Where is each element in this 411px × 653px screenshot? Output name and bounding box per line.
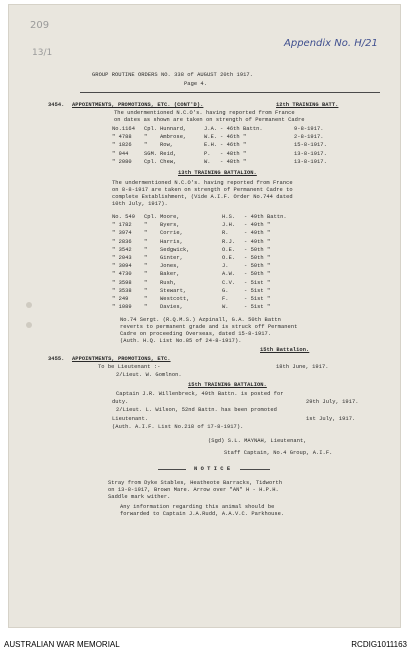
- text-line: 2/Lieut. W. Gomlnon.: [116, 372, 182, 379]
- list-cell-date: 15-8-1917.: [294, 142, 327, 149]
- date-right: 18th June, 1917.: [276, 364, 329, 370]
- notice-rule-left: [158, 469, 186, 470]
- text-line: Any information regarding this animal should be: [120, 504, 275, 510]
- list-cell-rank: SGM.: [144, 150, 158, 157]
- list-cell-number: " 3542: [112, 246, 132, 253]
- list-cell-battalion: - 50th ": [244, 246, 271, 253]
- list-cell-rank: ": [144, 263, 148, 270]
- list-cell-initials: P.: [204, 150, 211, 157]
- list-cell-rank: ": [144, 255, 148, 261]
- list-cell-rank: ": [144, 279, 148, 286]
- list-cell-name: Ambrose,: [160, 134, 187, 141]
- list-cell-name: Corrie,: [160, 230, 183, 237]
- archive-footer: [0, 630, 411, 653]
- section-subheading: 12th TRAINING BATT.: [276, 102, 339, 108]
- list-cell-number: " 1782: [112, 222, 132, 229]
- list-cell-number: No.1164: [112, 126, 135, 132]
- list-cell-rank: ": [144, 230, 148, 237]
- list-cell-name: Hunnard,: [160, 126, 187, 132]
- text-line: on 13-8-1917, Brown Mare. Arrow over "AN" H - H.P.H.: [108, 487, 279, 493]
- list-cell-initials: A.W.: [222, 271, 236, 278]
- list-cell-battalion: - 46th Battn.: [220, 126, 263, 132]
- appendix-label: Appendix No. H/21: [284, 38, 378, 49]
- list-cell-initials: H.S.: [222, 214, 236, 220]
- list-cell-number: " 4788: [112, 134, 132, 141]
- text-line: 2/Lieut. L. Wilson, 52nd Battn. has been promoted: [116, 407, 277, 414]
- list-cell-number: " 2080: [112, 158, 132, 165]
- text-line: reverts to permanent grade and is struck off Permanent: [120, 324, 298, 330]
- notice-body: [120, 504, 284, 518]
- text-line: 10th July, 1917).: [112, 201, 168, 207]
- list-cell-name: Sedgwick,: [160, 246, 190, 253]
- text-line: forwarded to Captain J.A.Rudd, A.A.V.C. Parkhouse.: [120, 511, 285, 517]
- list-cell-date: 9-8-1917.: [294, 126, 324, 132]
- list-cell-battalion: - 49th ": [244, 230, 271, 237]
- list-cell-initials: J.: [222, 263, 229, 270]
- page-number: Page 4.: [184, 81, 207, 87]
- list-cell-initials: E.H.: [204, 142, 218, 149]
- list-cell-battalion: - 49th Battn.: [244, 214, 287, 220]
- list-cell-name: Harris,: [160, 238, 183, 245]
- list-cell-battalion: - 50th ": [244, 255, 271, 261]
- list-cell-name: Davies,: [160, 304, 183, 311]
- list-cell-initials: W.: [222, 304, 229, 311]
- list-cell-battalion: - 46th ": [220, 142, 247, 149]
- signature: (Sgd) S.L. MAYNAH, Lieutenant,: [208, 438, 307, 444]
- text-line: Cadre on proceeding Overseas, dated 15-8-1917.: [120, 331, 272, 337]
- text-line: The undermentioned N.C.O's. having reported from France: [112, 180, 293, 186]
- list-cell-initials: R.: [222, 230, 229, 237]
- list-cell-name: Byers,: [160, 222, 180, 229]
- list-cell-date: 13-8-1917.: [294, 158, 327, 165]
- list-cell-battalion: - 48th ": [220, 158, 247, 165]
- notice-rule-right: [240, 469, 270, 470]
- text-line: duty.: [112, 399, 129, 406]
- punch-hole: [26, 302, 32, 308]
- list-cell-battalion: - 48th ": [220, 150, 247, 157]
- text-line: Captain J.R. Willenbreck, 49th Battn. is posted for: [116, 391, 284, 397]
- list-cell-name: Moore,: [160, 214, 180, 220]
- list-cell-rank: ": [144, 134, 148, 141]
- list-cell-number: " 3598: [112, 279, 132, 286]
- list-cell-number: " 3094: [112, 263, 132, 270]
- page-title: GROUP ROUTINE ORDERS NO. 338 of AUGUST 20th 1917.: [92, 72, 253, 78]
- text-line: complete Establishment, (Vide A.I.F. Order No.744 dated: [112, 194, 293, 200]
- notice-title: N O T I C E: [194, 466, 231, 472]
- list-cell-name: Westcott,: [160, 296, 190, 302]
- list-cell-battalion: - 49th ": [244, 238, 271, 245]
- intro-paragraph: [112, 180, 293, 208]
- list-cell-battalion: - 50th ": [244, 271, 271, 278]
- list-cell-number: " 2043: [112, 255, 132, 261]
- text-line: (Auth. A.I.F. List No.218 of 17-8-1917).: [112, 423, 244, 430]
- text-line: Saddle mark wither.: [108, 494, 171, 500]
- list-cell-number: " 1089: [112, 304, 132, 311]
- text-line: Lieutenant.: [112, 415, 149, 422]
- list-cell-initials: G.: [222, 287, 229, 294]
- reversion-paragraph: [120, 317, 297, 345]
- text-line: To be Lieutenant :-: [98, 364, 161, 370]
- list-cell-name: Chew,: [160, 158, 177, 165]
- document-page: [8, 4, 401, 628]
- list-cell-rank: ": [144, 246, 148, 253]
- list-cell-number: No. 549: [112, 214, 135, 220]
- section-heading: APPOINTMENTS, PROMOTIONS, ETC. (CONT'D).: [72, 102, 204, 108]
- list-cell-rank: Cpl.: [144, 126, 158, 132]
- section-number: 3454.: [48, 102, 65, 108]
- archive-name: AUSTRALIAN WAR MEMORIAL: [4, 640, 120, 649]
- section-subheading: 13th TRAINING BATTALION.: [178, 170, 257, 176]
- list-cell-number: " 3538: [112, 287, 132, 294]
- list-cell-name: Stewart,: [160, 287, 187, 294]
- list-cell-name: Row,: [160, 142, 174, 149]
- list-cell-name: Rush,: [160, 279, 177, 286]
- pencil-mark: 13/1: [32, 48, 53, 58]
- section-subheading: 15th Battalion.: [260, 347, 310, 353]
- archive-id: RCDIG1011163: [351, 640, 407, 649]
- list-cell-name: Ginter,: [160, 255, 183, 261]
- list-cell-rank: Cpl.: [144, 158, 158, 165]
- text-line: (Auth. H.Q. List No.85 of 24-8-1917).: [120, 338, 242, 344]
- text-line: No.74 Sergt. (R.Q.M.S.) Azpinall, G.A. 50th Battn: [120, 317, 281, 323]
- list-cell-rank: ": [144, 271, 148, 278]
- list-cell-initials: C.V.: [222, 279, 236, 286]
- list-cell-name: Reid,: [160, 150, 177, 157]
- list-cell-date: 13-8-1917.: [294, 150, 327, 157]
- list-cell-initials: O.E.: [222, 255, 236, 261]
- signature-title: Staff Captain, No.4 Group, A.I.F.: [224, 450, 333, 456]
- list-cell-rank: Cpl.: [144, 214, 158, 220]
- list-cell-battalion: - 51st ": [244, 287, 271, 294]
- header-rule: [80, 92, 380, 93]
- list-cell-rank: ": [144, 296, 148, 302]
- list-cell-rank: ": [144, 142, 148, 149]
- list-cell-rank: ": [144, 304, 148, 311]
- list-cell-number: " 249: [112, 296, 129, 302]
- section-number: 3455.: [48, 356, 65, 362]
- list-cell-date: 2-8-1917.: [294, 134, 324, 141]
- list-cell-number: " 4730: [112, 271, 132, 278]
- text-line: on 8-8-1917 are taken on strength of Permanent Cadre to: [112, 187, 293, 193]
- list-cell-initials: J.A.: [204, 126, 218, 132]
- list-cell-rank: ": [144, 238, 148, 245]
- punch-hole: [26, 322, 32, 328]
- date-right: 1st July, 1917.: [306, 415, 356, 422]
- list-cell-number: " 3974: [112, 230, 132, 237]
- list-cell-initials: O.E.: [222, 246, 236, 253]
- list-cell-number: " 2836: [112, 238, 132, 245]
- list-cell-name: Jones,: [160, 263, 180, 270]
- section-subheading: 15th TRAINING BATTALION.: [188, 382, 267, 388]
- list-cell-initials: W.: [204, 158, 211, 165]
- list-cell-name: Baker,: [160, 271, 180, 278]
- notice-body: [108, 480, 282, 501]
- list-cell-battalion: - 51st ": [244, 296, 271, 302]
- pencil-number: 209: [30, 20, 50, 31]
- text-line: on dates as shown are taken on strength of Permanent Cadre: [114, 117, 305, 123]
- list-cell-rank: ": [144, 287, 148, 294]
- list-cell-initials: R.J.: [222, 238, 236, 245]
- list-cell-number: " 944: [112, 150, 129, 157]
- list-cell-battalion: - 49th ": [244, 222, 271, 229]
- list-cell-rank: ": [144, 222, 148, 229]
- text-line: Stray from Dyke Stables, Heatheote Barracks, Tidworth: [108, 480, 283, 486]
- text-line: The undermentioned N.C.O's. having reported from France: [114, 110, 295, 116]
- list-cell-battalion: - 46th ": [220, 134, 247, 141]
- list-cell-battalion: - 51st ": [244, 279, 271, 286]
- list-cell-battalion: - 50th ": [244, 263, 271, 270]
- date-right: 29th July, 1917.: [306, 399, 359, 406]
- list-cell-battalion: - 51st ": [244, 304, 271, 311]
- list-cell-initials: F.: [222, 296, 229, 302]
- list-cell-number: " 1826: [112, 142, 132, 149]
- section-heading: APPOINTMENTS, PROMOTIONS, ETC.: [72, 356, 171, 362]
- list-cell-initials: W.E.: [204, 134, 218, 141]
- list-cell-initials: J.H.: [222, 222, 236, 229]
- intro-paragraph: [114, 110, 305, 124]
